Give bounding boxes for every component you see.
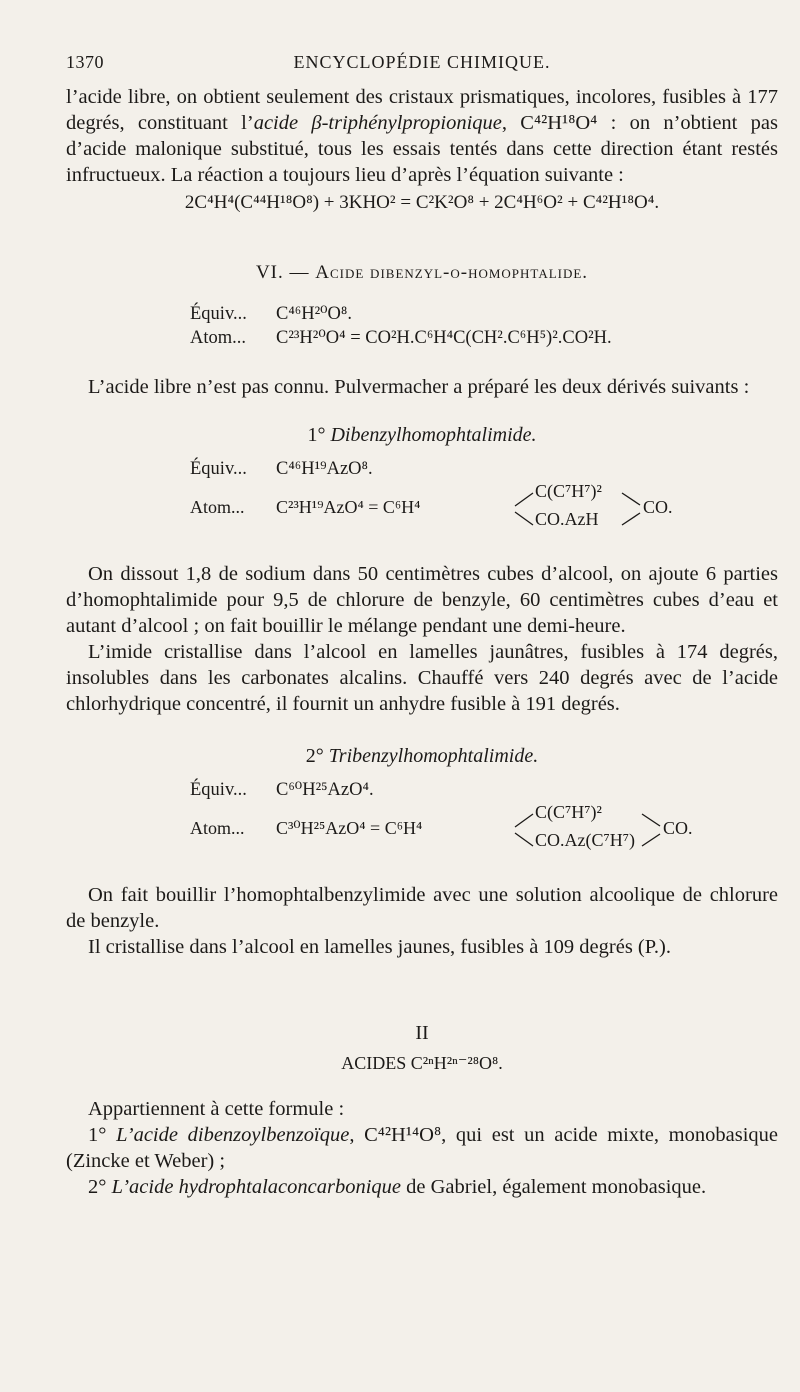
sub1-paragraph-1: On dissout 1,8 de sodium dans 50 centimètres cubes d’alcool, on ajoute 6 parties d’homophtalimide pour 9,5 de chlorure de benzyle, 60 centimètres cubes d’eau et autant d’alcool ; on fait bouillir le mélange pendant une demi-heure. xyxy=(66,563,778,637)
sub2-paragraph-2: Il cristallise dans l’alcool en lamelles jaunes, fusibles à 109 degrés (P.). xyxy=(88,936,671,958)
intro-paragraph: l’acide libre, on obtient seulement des cristaux prismatiques, incolores, fusibles à 177 degrés, constituant l’acide β-triphénylpropionique, C⁴²H¹⁸O⁴ : on n’obtient pas d’acide malonique substitué, tous les essais tentés dans cette direction étant restés infructueux. La réaction a toujours lieu d’après l’équation suivante : xyxy=(66,86,778,186)
section-vi-title: VI. — Acide dibenzyl-o-homophtalide. xyxy=(255,262,589,283)
vi-paragraph: L’acide libre n’est pas connu. Pulvermacher a préparé les deux dérivés suivants : xyxy=(88,376,750,398)
sub2-structure: Atom... C³⁰H²⁵AzO⁴ = C⁶H⁴ C(C⁷H⁷)² CO.Az(C⁷H⁷) CO. xyxy=(190,802,778,860)
vi-atom: Atom... C²³H²⁰O⁴ = CO²H.C⁶H⁴C(CH².C⁶H⁵)².CO²H. xyxy=(190,328,612,348)
part-ii-item-1: 1° L’acide dibenzoylbenzoïque, C⁴²H¹⁴O⁸, qui est un acide mixte, monobasique (Zincke et Weber) ; xyxy=(66,1124,778,1172)
sub1-structure: Atom... C²³H¹⁹AzO⁴ = C⁶H⁴ C(C⁷H⁷)² CO.AzH CO. xyxy=(190,481,778,539)
sub2-paragraph-1: On fait bouillir l’homophtalbenzylimide avec une solution alcoolique de chlorure de benzyle. xyxy=(66,884,778,932)
page xyxy=(66,44,778,1200)
page-number: 1370 xyxy=(66,52,104,72)
acid-name: acide β-triphénylpropionique xyxy=(253,112,502,134)
part-ii-intro: Appartiennent à cette formule : xyxy=(88,1098,345,1120)
running-title: ENCYCLOPÉDIE CHIMIQUE. xyxy=(293,52,551,72)
sub2-equiv: Équiv... C⁶⁰H²⁵AzO⁴. xyxy=(190,780,374,800)
sub1-paragraph-2: L’imide cristallise dans l’alcool en lamelles jaunâtres, fusibles à 174 degrés, insolubles dans les carbonates alcalins. Chauffé vers 240 degrés avec de l’acide chlorhydrique concentré, il fournit un anhydre fusible à 191 degrés. xyxy=(66,641,778,715)
reaction-equation: 2C⁴H⁴(C⁴⁴H¹⁸O⁸) + 3KHO² = C²K²O⁸ + 2C⁴H⁶O² + C⁴²H¹⁸O⁴. xyxy=(184,192,660,213)
part-ii-title: ACIDES C²ⁿH²ⁿ⁻²⁸O⁸. xyxy=(341,1053,503,1073)
vi-equiv: Équiv... C⁴⁶H²⁰O⁸. xyxy=(190,304,352,324)
sub1-title: 1° Dibenzylhomophtalimide. xyxy=(307,424,537,446)
part-ii-numeral: II xyxy=(415,1022,429,1044)
sub2-title: 2° Tribenzylhomophtalimide. xyxy=(305,745,539,767)
sub1-equiv: Équiv... C⁴⁶H¹⁹AzO⁸. xyxy=(190,459,373,479)
page-header xyxy=(66,44,778,76)
part-ii-item-2: 2° L’acide hydrophtalaconcarbonique de Gabriel, également monobasique. xyxy=(88,1176,707,1198)
